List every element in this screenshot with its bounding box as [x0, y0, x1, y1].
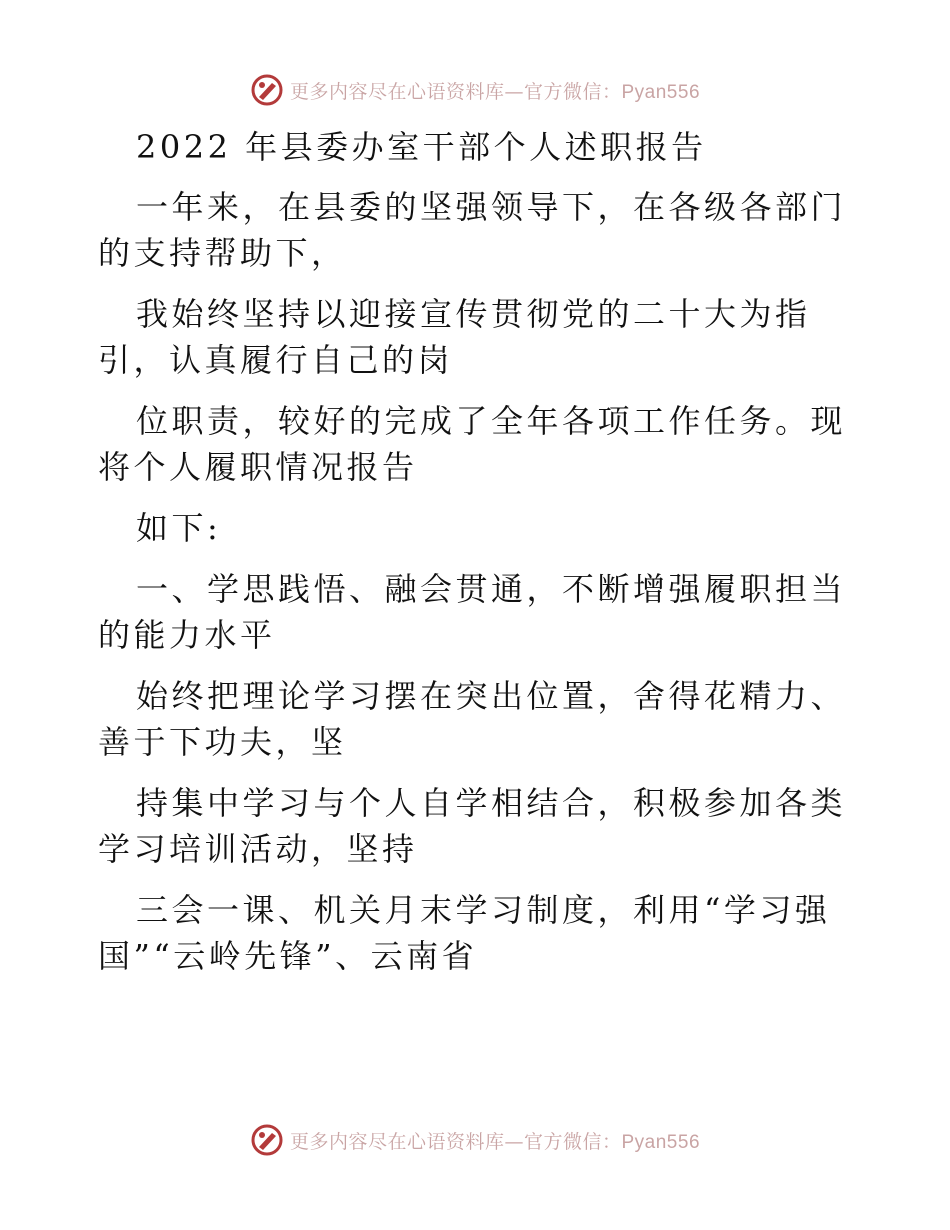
paragraph: 如下: [136, 509, 222, 547]
banner-text [290, 77, 700, 104]
banner-wechat-id: Pyan556 [621, 1131, 701, 1153]
banner-text [290, 1127, 700, 1154]
section-heading: 一、学思践悟、融会贯通，不断增强履职担当的能力水平 [98, 570, 847, 654]
footer-banner [0, 1120, 950, 1160]
banner-site-text: 更多内容尽在心语资料库—官方微信： [289, 1130, 622, 1153]
document-title: 2022 年县委办室干部个人述职报告 [136, 128, 707, 166]
paragraph: 我始终坚持以迎接宣传贯彻党的二十大为指引，认真履行自己的岗 [98, 295, 811, 379]
banner-wechat-id: Pyan556 [621, 81, 701, 103]
paragraph: 始终把理论学习摆在突出位置，舍得花精力、善于下功夫，坚 [98, 677, 847, 761]
paragraph: 位职责，较好的完成了全年各项工作任务。现将个人履职情况报告 [98, 402, 847, 486]
document-body [98, 124, 858, 994]
paragraph: 一年来，在县委的坚强领导下，在各级各部门的支持帮助下， [98, 188, 847, 272]
paragraph: 持集中学习与个人自学相结合，积极参加各类学习培训活动，坚持 [98, 784, 847, 868]
pen-logo-icon [250, 1123, 284, 1157]
pen-logo-icon [250, 73, 284, 107]
header-banner [0, 70, 950, 110]
banner-site-text: 更多内容尽在心语资料库—官方微信： [289, 80, 622, 103]
paragraph: 三会一课、机关月末学习制度，利用“学习强国”“云岭先锋”、云南省 [98, 891, 831, 975]
